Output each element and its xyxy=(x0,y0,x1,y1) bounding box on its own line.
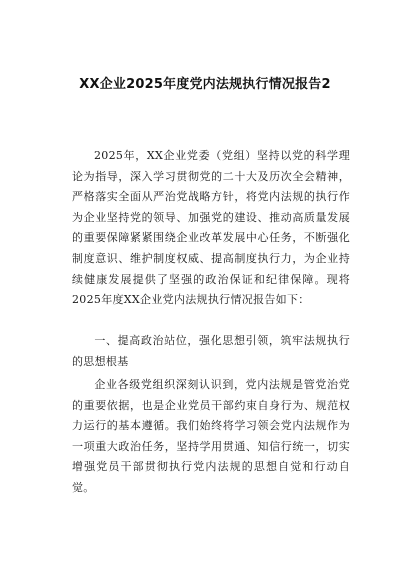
section1-heading xyxy=(72,331,350,372)
section1-body-text: 企业各级党组织深刻认识到，党内法规是管党治党的重要依据，也是企业党员干部约束自身行为、规范权力运行的基本遵循。我们始终将学习领会党内法规作为一项重大政治任务，坚持学用贯通、知信行统一，切实增强党员干部贯彻执行党内法规的思想自觉和行动自觉。 xyxy=(72,378,350,494)
document-title: XX企业2025年度党内法规执行情况报告2 xyxy=(79,77,331,92)
section1-heading-text: 一、提高政治站位，强化思想引领，筑牢法规执行的思想根基 xyxy=(72,334,350,368)
intro-paragraph xyxy=(72,146,350,311)
intro-text: 2025年，XX企业党委（党组）坚持以党的科学理论为指导，深入学习贯彻党的二十大及历次全会精神，严格落实全面从严治党战略方针，将党内法规的执行作为企业坚持党的领导、加强党的建设、推动高质量发展的重要保障紧紧围绕企业改革发展中心任务，不断强化制度意识、维护制度权威、提高制度执行力，为企业持续健康发展提供了坚强的政治保证和纪律保障。现将2025年度XX企业党内法规执行情况报告如下： xyxy=(72,149,350,307)
section1-paragraph xyxy=(72,375,350,499)
